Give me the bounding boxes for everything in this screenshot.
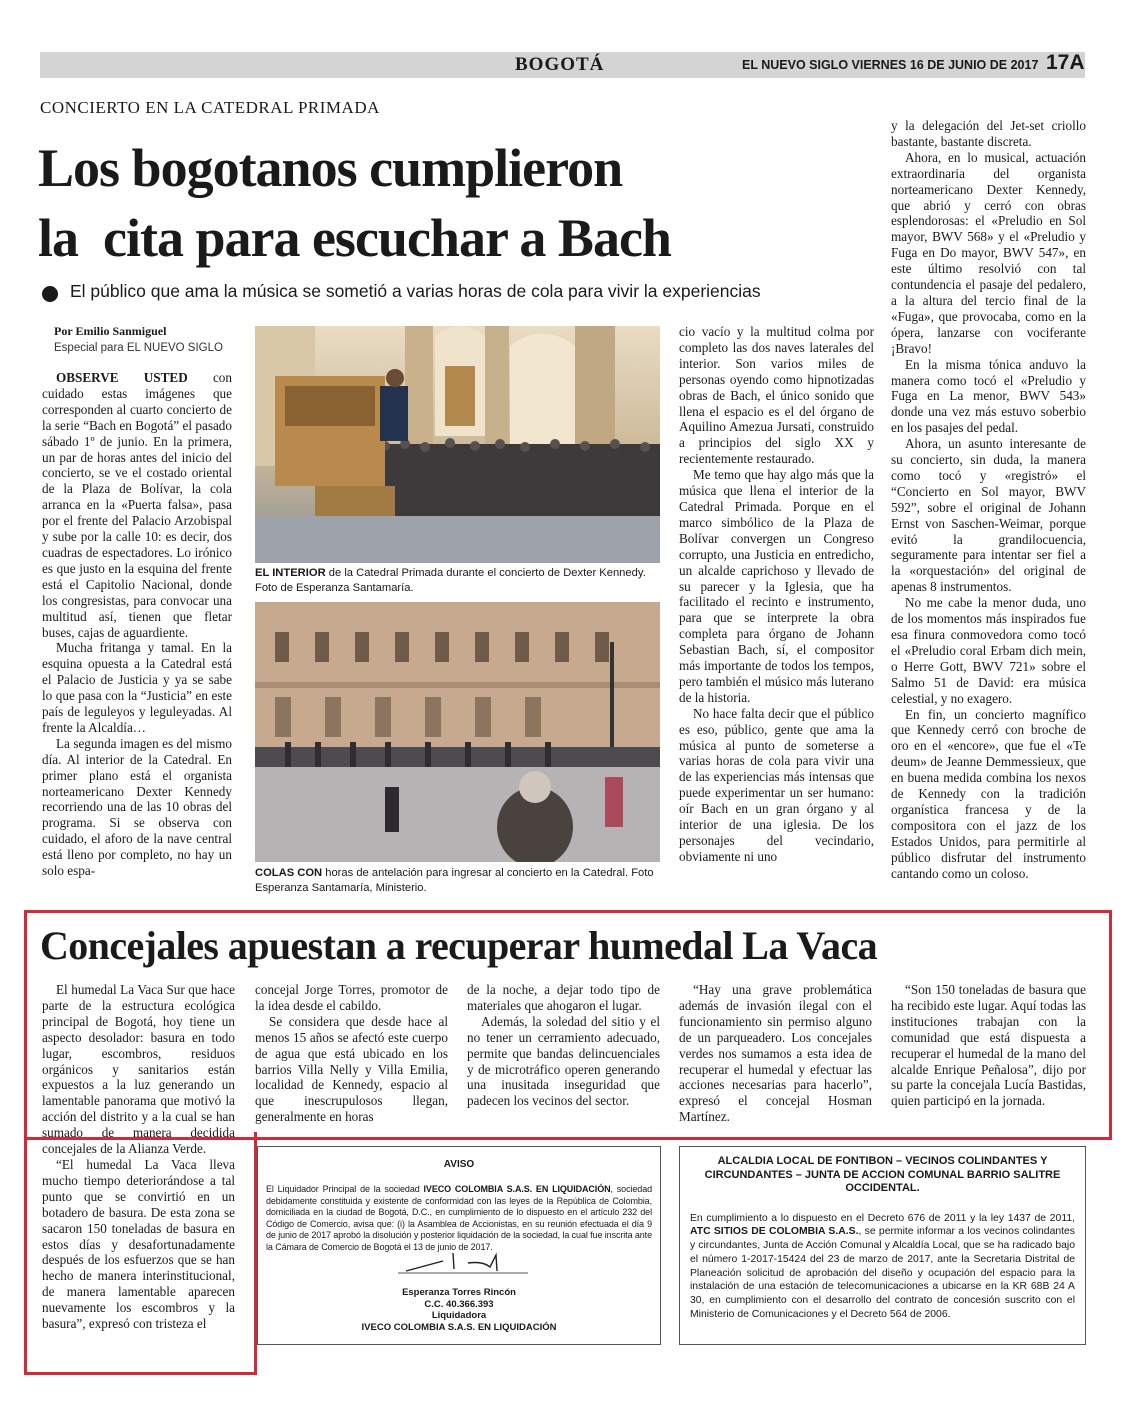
signer-name: Esperanza Torres Rincón (402, 1287, 516, 1298)
section-name: BOGOTÁ (515, 54, 605, 75)
paragraph (891, 357, 1086, 437)
headline-line-1: Los bogotanos cumplieron (38, 138, 623, 198)
paragraph (679, 467, 874, 706)
paragraph (42, 640, 232, 735)
paragraph-text: con cuidado estas imágenes que corresponden al cuarto concierto de la serie “Bach en Bogotá” el pasado sábado 1º de junio. En la primera, un par de horas antes del inicio del concierto, se ve el costado oriental de la Plaza de Bolívar, la cola arranca en la «Puerta falsa», pasa por el frente del Palacio Arzobispal y sube por la calle 10: es decir, dos cuadras de espectadores. Lo irónico es que justo en la esquina del frente está el Capitolio Nacional, donde los congresistas, para convocar una multitud así, tienen que fletar buses, cajas de aguardiente. (42, 370, 232, 640)
article2-column-4 (679, 982, 872, 1125)
article2-column-3 (467, 982, 660, 1109)
paragraph-text: En fin, un concierto magnífico que Kennedy cerró con broche de oro en el «encore», que fue el «Te deum» de Jeanne Demmessieux, que en buena medida combina los nexos de Kennedy con la tradición organística francesa y de la compositora con el jazz de los Estados Unidos, para permitirle al público disfrutar del instrumento cantando como un coloso. (891, 706, 1086, 881)
queue-plaza-photo (255, 602, 660, 862)
paragraph (679, 706, 874, 865)
photo-caption-queue (255, 866, 660, 896)
photo-caption-interior (255, 566, 660, 596)
notice-title: AVISO (443, 1159, 475, 1170)
article-kicker: CONCIERTO EN LA CATEDRAL PRIMADA (40, 98, 380, 117)
paragraph-text: Ahora, en lo musical, actuación extraordinaria del organista norteamericano Dexter Kennedy, que abrió y cerró con obras esplendorosas: el «Preludio en Sol mayor, BWV 568» y el «Preludio y Fuga en Do mayor, BWV 547», en este último resolvió con tal contundencia el pasaje del pedalero, a la altura del tercio final de la «Fuga», que provocaba, como en la ópera, lanzarse con vociferante ¡Bravo! (891, 149, 1086, 356)
article2-column-2 (255, 982, 448, 1125)
notice-body (266, 1184, 652, 1253)
signer-id: C.C. 40.366.393 (424, 1298, 494, 1310)
caption-text: horas de antelación para ingresar al concierto en la Catedral. Foto Esperanza Santamaría, Ministerio. (255, 867, 654, 894)
paragraph-text: Me temo que hay algo más que la música que llena el interior de la Catedral Primada. Porque en el marco simbólico de la Plaza de Bolívar convergen un Congreso corrupto, una Justicia en entredicho, un alcalde caprichoso y llevado de su parecer y la Iglesia, que ha facilitado el recinto e instrumento, para que se interprete la obra completa para órgano de Johann Sebastian Bach, sí, el compositor más importante de todos los tempos, pero también el músico más luterano de la historia. (679, 467, 874, 705)
byline: Por Emilio Sanmiguel (54, 324, 167, 338)
paragraph-text: Mucha fritanga y tamal. En la esquina opuesta a la Catedral está el Palacio de Justicia y ya se sabe lo que pasa con la “Justicia” en este país de leguleyos y leguleyadas. Al frente la Alcaldía… (42, 640, 232, 735)
paragraph (467, 1014, 660, 1109)
signature (398, 1249, 528, 1277)
paragraph (42, 982, 235, 1157)
newspaper-date: EL NUEVO SIGLO VIERNES 16 DE JUNIO DE 2017 (742, 58, 1039, 72)
article1-column-3 (679, 324, 874, 865)
paragraph-text: El humedal La Vaca Sur que hace parte de la estructura ecológica principal de Bogotá, hoy tiene un aspecto desolador: basura en todo lugar, escombros, residuos orgánicos y sanitarios están expuestos a la luz generando un lamentable panorama que motivó la acción del distrito y a la cual se han sumado de manera decidida concejales de la Alianza Verde. (42, 982, 235, 1157)
paragraph-text: “Hay una grave problemática además de invasión ilegal con el funcionamiento sin permiso alguno de un parqueadero. Los concejales verdes nos sumamos a esta idea de recuperar el humedal y efectuar las acciones necesarias para hacerlo”, expresó el concejal Hosman Martínez. (679, 982, 872, 1125)
paragraph (891, 118, 1086, 150)
paragraph-text: “Son 150 toneladas de basura que ha recibido este lugar. Aquí todas las instituciones trabajan con la comunidad que está dispuesta a recuperar el humedal de la mano del alcalde Enrique Peñalosa”, dijo por su parte la concejala Lucía Bastidas, quien participó en la jornada. (891, 982, 1086, 1109)
article2-headline: Concejales apuestan a recuperar humedal La Vaca (40, 923, 877, 968)
paragraph-text: No hace falta decir que el público es eso, público, gente que ama la música al punto de someterse a varias horas de cola para vivir una de las experiencias más intensas que puede experimentar un ser humano: oír Bach en un gran órgano y al interior de una iglesia. De los personajes del vecindario, obviamente ni uno (679, 705, 874, 864)
paragraph-text: Además, la soledad del sitio y el no tener un cerramiento adecuado, permite que bandas delincuenciales y de microtráfico operen generando una inusitada inseguridad que padecen los vecinos del sector. (467, 1013, 660, 1109)
signer-block (258, 1287, 660, 1333)
paragraph (255, 1014, 448, 1125)
cathedral-interior-photo (255, 326, 660, 563)
legal-notice-atc (679, 1146, 1086, 1345)
article1-column-1 (42, 370, 232, 879)
notice-body-text: , sociedad debidamente constituida y existente de conformidad con las leyes de la República de Colombia, domiciliada en la ciudad de Bogotá, D.C., en cumplimiento de lo dispuesto en el artículo 232 del Código de Comercio, avisa que: (i) la Asamblea de Accionistas, en su reunión efectuada el día 9 de junio de 2017 aprobó la disolución y posterior liquidación de la sociedad, la cual fue inscrita ante la Cámara de Comercio de Bogotá el 13 de junio de 2017. (266, 1184, 652, 1252)
paragraph (891, 150, 1086, 357)
paragraph-text: cio vacío y la multitud colma por completo las dos naves laterales del interior. Son varios miles de personas oyendo como hipnotizadas obras de Bach, el único sonido que llena el espacio es el del órgano de Aquilino Amezua Jursati, construido a principios del siglo XX y recientemente restaurado. (679, 324, 874, 467)
notice-company: ATC SITIOS DE COLOMBIA S.A.S. (690, 1226, 859, 1238)
paragraph-text: “El humedal La Vaca lleva mucho tiempo deteriorándose a tal punto que se convirtió en un botadero de basura. De esta zona se sacaron 150 toneladas de basura en estos días y desafortunadamente después de los esfuerzos que se han hecho de manera interinstitucional, de manera lamentable aparecen nuevamente los escombros y la basura”, expresó con tristeza el (42, 1156, 235, 1332)
page-number: 17A (1046, 51, 1085, 74)
paragraph-text: de la noche, a dejar todo tipo de materiales que ahogaron el lugar. (467, 982, 660, 1013)
paragraph-text: En la misma tónica anduvo la manera como tocó el «Preludio y Fuga en La menor, BWV 543» donde una vez más estuvo soberbio en los pasajes del pedal. (891, 356, 1086, 436)
paragraph (891, 436, 1086, 595)
subheadline: El público que ama la música se sometió a varias horas de cola para vivir la experiencias (70, 281, 761, 301)
signer-company: IVECO COLOMBIA S.A.S. EN LIQUIDACIÓN (361, 1321, 557, 1333)
caption-lead: COLAS CON (255, 867, 323, 879)
paragraph-text: La segunda imagen es del mismo día. Al interior de la Catedral. En primer plano está el organista norteamericano Dexter Kennedy recorriendo una de las 10 obras del programa. Si se observa con cuidado, el aforo de la nave central está lleno por completo, no hay un solo espa- (42, 735, 232, 879)
paragraph (467, 982, 660, 1014)
paragraph (891, 595, 1086, 706)
paragraph (42, 370, 232, 640)
article2-column-1 (42, 982, 235, 1332)
legal-notice-iveco (257, 1146, 661, 1345)
paragraph-text: No me cabe la menor duda, uno de los momentos más inspirados fue esa finura conmovedora como tocó el «Preludio coral Erbam dich mein, o Herre Gott, BWV 721» sobre el Salmo 51 de David: era música celestial, y no exagero. (891, 595, 1086, 706)
paragraph (891, 707, 1086, 882)
notice-body-text: En cumplimiento a lo dispuesto en el Decreto 676 de 2011 y la ley 1437 de 2011, (690, 1212, 1075, 1224)
paragraph (255, 982, 448, 1014)
notice-company: IVECO COLOMBIA S.A.S. EN LIQUIDACIÓN (423, 1184, 611, 1194)
paragraph-text: concejal Jorge Torres, promotor de la idea desde el cabildo. (255, 982, 448, 1013)
paragraph (679, 324, 874, 467)
article2-column-5 (891, 982, 1086, 1109)
headline-line-2: la cita para escuchar a Bach (38, 208, 671, 268)
paragraph (42, 1157, 235, 1332)
notice-body (690, 1212, 1075, 1322)
article1-column-4 (891, 118, 1086, 882)
byline-source: Especial para EL NUEVO SIGLO (54, 342, 223, 354)
notice-title: ALCALDIA LOCAL DE FONTIBON – VECINOS COLINDANTES Y CIRCUNDANTES – JUNTA DE ACCION COMUNAL BARRIO SALITRE OCCIDENTAL. (704, 1155, 1061, 1194)
paragraph-lead: OBSERVE USTED (56, 370, 188, 385)
notice-body-text: , se permite informar a los vecinos colindantes y circundantes, Junta de Acción Comunal y Alcaldía Local, que se ha radicado bajo el número 1-2017-15424 del 23 de marzo de 2017, ante la Secretaria Distrital de Planeación solicitud de aprobación del diseño y ocupación del espacio para la instalación de una estación de telecomunicaciones a ubicarse en la KR 68B 24 A 30, en cumplimiento con el desarrollo del contrato de concesión suscrito con el Ministerio de Comunicaciones y el Decreto 564 de 2006. (690, 1226, 1075, 1321)
caption-text: de la Catedral Primada durante el concierto de Dexter Kennedy. Foto de Esperanza Santamaría. (255, 567, 646, 594)
paragraph (891, 982, 1086, 1109)
notice-body-text: El Liquidador Principal de la sociedad (266, 1184, 424, 1194)
paragraph-text: Ahora, un asunto interesante de su concierto, sin duda, la manera como tocó y «registró» el “Concierto en Sol mayor, BWV 592”, sobre el original de Johann Ernst von Saschen-Weimar, porque evitó la grandilocuencia, seguramente para intentar ser fiel a la «orquestación» del original de apenas 8 instrumentos. (891, 436, 1086, 595)
paragraph-text: Se considera que desde hace al menos 15 años se afectó este cuerpo de agua que está ubicado en los barrios Villa Nelly y Villa Emilia, localidad de Kennedy, espacio al que inescrupulosos llegan, generalmente en horas (255, 1013, 448, 1125)
signer-role: Liquidadora (431, 1310, 487, 1321)
paragraph-text: y la delegación del Jet-set criollo bastante, bastante discreta. (891, 118, 1086, 149)
bullet-icon (42, 286, 58, 302)
caption-lead: EL INTERIOR (255, 567, 326, 579)
paragraph (679, 982, 872, 1125)
paragraph (42, 736, 232, 879)
